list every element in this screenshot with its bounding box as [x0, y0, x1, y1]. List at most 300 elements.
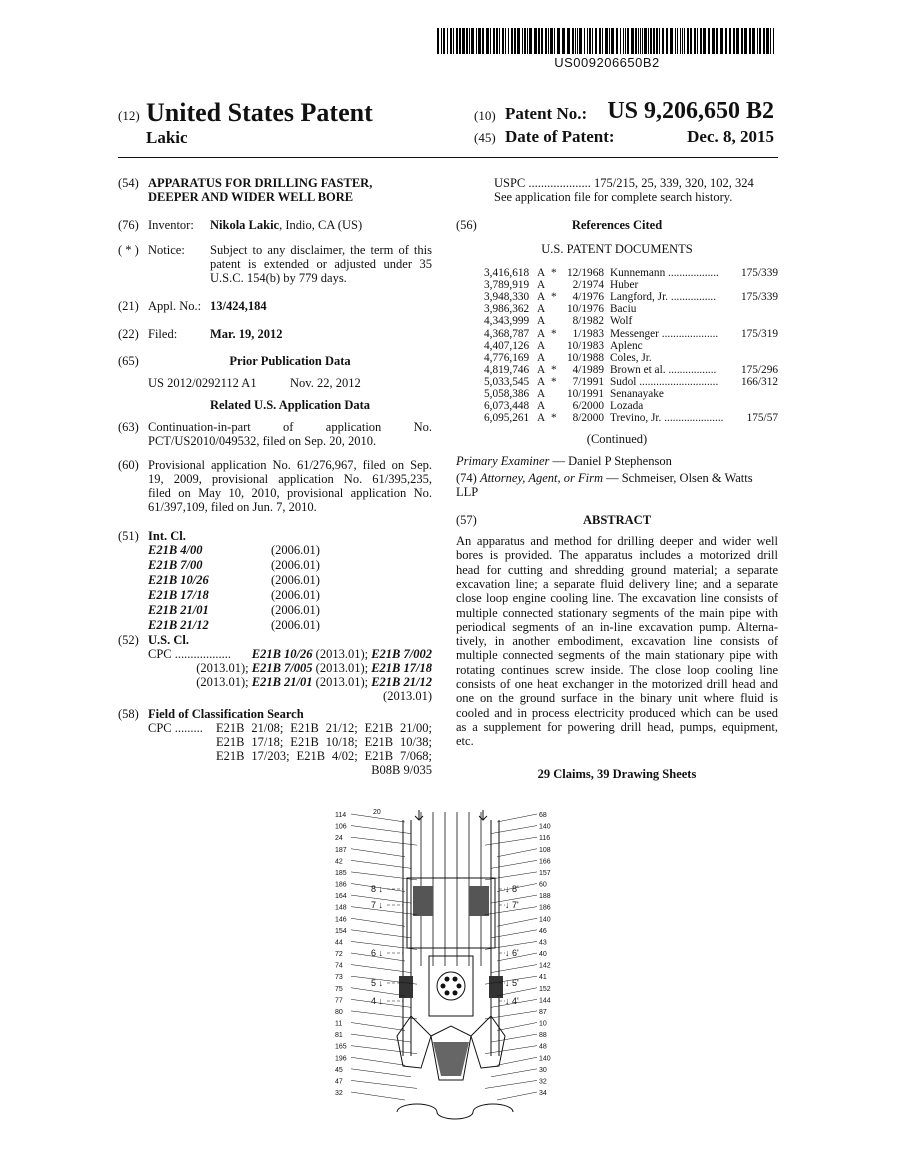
barcode-bar — [511, 28, 513, 54]
abstract-line: bores is provided. The apparatus includes a motorized drill — [456, 548, 778, 563]
barcode-bar — [659, 28, 660, 54]
abstract-line: rotating continues screw inside. The close loop cooling line — [456, 662, 778, 677]
ref-inventor: Baciu — [610, 303, 637, 316]
cpc-class: E21B 7/005 — [251, 661, 313, 675]
ref-kind: A — [537, 412, 546, 425]
abstract-line: close loop engine cooling line. The excavation line consists of — [456, 591, 778, 606]
us-cl-line-2 — [181, 661, 432, 676]
leader-line — [491, 930, 537, 938]
leader-line — [491, 1069, 537, 1077]
section-marker-left: 6 ↓ — [371, 948, 384, 958]
code-54: (54) — [118, 176, 139, 190]
section-marker-left: 4 ↓ — [371, 996, 384, 1006]
int-cl-class: E21B 7/00 — [148, 558, 203, 572]
barcode-bar — [759, 28, 761, 54]
notice-label: Notice: — [148, 243, 185, 257]
barcode-bar — [466, 28, 468, 54]
barcode-bar — [437, 28, 439, 54]
ref-cited-by-examiner: * — [551, 291, 557, 304]
barcode-bar — [708, 28, 710, 54]
int-cl-class: E21B 10/26 — [148, 573, 209, 587]
barcode-bar — [482, 28, 484, 54]
barcode-bar — [729, 28, 731, 54]
section-marker-right: ↓ 8' — [505, 884, 519, 894]
leader-line — [497, 814, 537, 822]
ref-numeral-left: 186 — [335, 881, 347, 889]
provisional-line-2: 19, 2009, provisional application No. 61/395,235, — [148, 472, 432, 486]
prior-pub-heading: Prior Publication Data — [229, 354, 351, 368]
barcode-bar — [545, 28, 547, 54]
barcode-bar — [584, 28, 585, 54]
field-search-label: Field of Classification Search — [148, 707, 304, 721]
leader-line — [485, 837, 537, 845]
barcode-bar — [741, 28, 743, 54]
ref-numeral-left: 72 — [335, 951, 343, 958]
leader-line — [491, 860, 537, 868]
barcode-bar — [720, 28, 723, 54]
motor-winding — [469, 886, 489, 916]
cpc-class: E21B 21/01 — [251, 675, 313, 689]
ref-cited-by-examiner: * — [551, 375, 557, 388]
ref-numeral-right: 142 — [539, 962, 551, 970]
gear-tooth — [457, 984, 462, 989]
field-search-line-2: E21B 17/18; E21B 10/18; E21B 10/38; — [216, 735, 432, 749]
barcode-bar — [752, 28, 755, 54]
ref-numeral-left: 24 — [335, 835, 343, 843]
barcode-bar — [587, 28, 588, 54]
inventor-name: Nikola Lakic — [210, 218, 280, 232]
leader-line — [485, 1080, 537, 1088]
int-cl-class: E21B 21/01 — [148, 603, 209, 617]
reference-row — [484, 376, 778, 388]
abstract-line: consists of one heat exchanger in the motorized drill head and — [456, 677, 778, 691]
code-74: (74) — [456, 471, 477, 485]
barcode-bar — [648, 28, 649, 54]
filed-label: Filed: — [148, 327, 178, 341]
barcode-bar — [650, 28, 652, 54]
section-marker-right: ↓ 5' — [505, 978, 519, 988]
ref-number: 5,033,545 — [484, 375, 530, 388]
int-cl-version: (2006.01) — [271, 603, 320, 617]
reference-row — [484, 279, 778, 291]
leader-line — [497, 1057, 537, 1065]
ref-numeral-right: 88 — [539, 1032, 547, 1040]
representative-drawing — [333, 806, 569, 1126]
barcode-bar — [635, 28, 637, 54]
ref-kind: A — [537, 279, 546, 292]
barcode-bar — [589, 28, 591, 54]
leader-line — [351, 1034, 411, 1042]
claims-summary: 29 Claims, 39 Drawing Sheets — [537, 767, 697, 781]
cpc-class: E21B 17/18 — [371, 661, 432, 675]
ref-number: 5,058,386 — [484, 388, 530, 400]
ref-kind: A — [537, 315, 546, 328]
leader-line — [351, 918, 405, 926]
ref-date: 4/1989 — [572, 363, 604, 376]
barcode-image — [437, 28, 777, 54]
abstract-line: as a supplement for powering drill head, pumps, equipment, — [456, 719, 778, 734]
barcode-bar — [453, 28, 454, 54]
appl-no-value: 13/424,184 — [210, 299, 267, 313]
gear-tooth — [453, 977, 458, 982]
barcode-bar — [508, 28, 509, 54]
leader-line — [351, 1046, 417, 1054]
ref-date: 4/1976 — [572, 291, 604, 304]
leader-line — [491, 826, 537, 834]
ref-numeral-right: 152 — [539, 985, 551, 993]
ref-numeral-right: 30 — [539, 1066, 547, 1074]
barcode-bar — [631, 28, 634, 54]
appl-no-label: Appl. No.: — [148, 299, 202, 313]
rotation-arrow — [473, 1104, 513, 1112]
ref-numeral-right: 41 — [539, 974, 547, 982]
cpc-version: (2013.01); — [196, 675, 252, 689]
barcode-bar — [625, 28, 626, 54]
barcode-bar — [644, 28, 647, 54]
inventor-value — [210, 218, 362, 233]
ref-numeral-right: 43 — [539, 939, 547, 947]
barcode-bar — [656, 28, 658, 54]
us-cl-line-3 — [181, 675, 432, 690]
barcode-bar — [599, 28, 601, 54]
section-marker-right: ↓ 4' — [505, 996, 519, 1006]
inner-casing — [411, 820, 491, 1056]
ref-inventor: Trevino, Jr. ..................... — [610, 412, 724, 425]
ref-date: 10/1991 — [566, 388, 604, 400]
barcode-bar — [577, 28, 578, 54]
leader-line — [485, 1046, 537, 1054]
ref-number: 4,368,787 — [484, 327, 530, 340]
ref-numeral-left: 44 — [335, 939, 343, 947]
barcode-bar — [736, 28, 739, 54]
inventor-surname: Lakic — [146, 128, 188, 147]
leader-line — [491, 1034, 537, 1042]
abstract-line: An apparatus and method for drilling deeper and wider well — [456, 534, 778, 548]
notice-line-2: patent is extended or adjusted under 35 — [210, 257, 432, 271]
ref-numeral-left: 42 — [335, 858, 343, 866]
cpc-class: E21B 7/002 — [371, 647, 432, 661]
code-52: (52) — [118, 633, 139, 647]
ref-numeral-top: 20 — [373, 809, 381, 816]
barcode-bar — [700, 28, 702, 54]
cpc-version: (2013.01); — [312, 675, 372, 689]
barcode-bar — [602, 28, 603, 54]
barcode-bar — [627, 28, 629, 54]
barcode-bar — [572, 28, 574, 54]
leader-line — [497, 1092, 537, 1100]
reference-row — [484, 352, 778, 364]
barcode-bar — [680, 28, 681, 54]
ref-numeral-right: 40 — [539, 951, 547, 958]
barcode-bar — [534, 28, 537, 54]
provisional-line-1: Provisional application No. 61/276,967, filed on Sep. — [148, 458, 432, 472]
barcode-bar — [443, 28, 445, 54]
motor-winding — [413, 886, 433, 916]
int-cl-version: (2006.01) — [271, 558, 320, 572]
ref-date: 10/1983 — [566, 339, 604, 352]
us-cl-label: U.S. Cl. — [148, 633, 189, 647]
abstract-line: cooled and in process electricity produced which can be used — [456, 705, 778, 720]
code-60: (60) — [118, 458, 139, 472]
attorney-line-2: LLP — [456, 485, 479, 499]
section-marker-right: ↓ 7' — [505, 900, 519, 910]
ref-numeral-left: 185 — [335, 869, 347, 877]
barcode-bar — [524, 28, 526, 54]
ref-cited-by-examiner: * — [551, 363, 557, 376]
barcode-bar — [616, 28, 618, 54]
ref-numeral-left: 81 — [335, 1032, 343, 1040]
prior-pub-date: Nov. 22, 2012 — [290, 376, 361, 390]
reference-row — [484, 315, 778, 327]
int-cl-class: E21B 17/18 — [148, 588, 209, 602]
ref-number: 3,416,618 — [484, 267, 530, 279]
ref-number: 4,407,126 — [484, 339, 530, 352]
barcode-bar — [675, 28, 676, 54]
barcode-bar — [749, 28, 751, 54]
date-label: Date of Patent: — [505, 127, 615, 146]
cpc-version: (2013.01); — [312, 647, 372, 661]
ref-inventor: Senanayake — [610, 388, 664, 400]
barcode-bar — [469, 28, 470, 54]
patent-no-label: Patent No.: — [505, 104, 588, 123]
code-21: (21) — [118, 299, 139, 313]
section-marker-left: 5 ↓ — [371, 978, 384, 988]
continued-label: (Continued) — [586, 432, 648, 446]
leader-line — [351, 1057, 405, 1065]
cpc-class: E21B 21/12 — [371, 675, 432, 689]
bearing-right — [489, 976, 503, 998]
abstract-line: tively, in another embodiment, excavation line consists of — [456, 634, 778, 649]
barcode-bar — [538, 28, 540, 54]
continuation-line-1: Continuation-in-part of application No. — [148, 420, 432, 434]
barcode-bar — [548, 28, 549, 54]
barcode-bar — [517, 28, 520, 54]
patent-number: US 9,206,650 B2 — [607, 98, 774, 124]
abstract-line: head for cutting and shredding ground material; a separate — [456, 562, 778, 577]
attorney-line-1 — [456, 471, 753, 486]
ref-kind: A — [537, 388, 546, 400]
reference-row — [484, 388, 778, 400]
ref-kind: A — [537, 375, 546, 388]
int-cl-version: (2006.01) — [271, 543, 320, 557]
leader-line — [351, 837, 417, 845]
notice-line-1: Subject to any disclaimer, the term of this — [210, 243, 432, 257]
barcode-bar — [703, 28, 706, 54]
code-58: (58) — [118, 707, 139, 721]
provisional-line-3: filed on May 10, 2010, provisional application No. — [148, 486, 432, 500]
barcode-bar — [579, 28, 582, 54]
leader-line — [351, 1023, 405, 1031]
code-notice: ( * ) — [118, 243, 139, 257]
ref-cited-by-examiner: * — [551, 412, 557, 425]
leader-line — [351, 1069, 411, 1077]
barcode-bar — [595, 28, 597, 54]
ref-numeral-left: 165 — [335, 1043, 347, 1051]
inventor-location: , Indio, CA (US) — [279, 218, 363, 232]
ref-numeral-left: 77 — [335, 997, 343, 1005]
header-rule — [118, 157, 778, 158]
barcode-bar — [690, 28, 692, 54]
ref-date: 8/1982 — [572, 315, 604, 328]
barcode-bar — [744, 28, 747, 54]
title-line-2: DEEPER AND WIDER WELL BORE — [148, 190, 354, 204]
ref-numeral-left: 114 — [335, 812, 347, 819]
leader-line — [497, 849, 537, 857]
bearing-left — [399, 976, 413, 998]
barcode-bar — [666, 28, 668, 54]
ref-date: 12/1968 — [566, 267, 604, 279]
ref-numeral-right: 186 — [539, 904, 551, 912]
reference-row — [484, 267, 778, 279]
barcode-bar — [441, 28, 442, 54]
barcode-bar — [514, 28, 516, 54]
ref-inventor: Aplenc — [610, 339, 643, 352]
barcode-bar — [529, 28, 532, 54]
abstract-line: periodical segments of an in-line excavation pump. Alterna- — [456, 619, 778, 634]
rotation-arrow — [397, 1104, 437, 1112]
barcode-bar — [493, 28, 495, 54]
ref-numeral-right: 140 — [539, 1055, 551, 1063]
barcode-bar — [687, 28, 689, 54]
ref-numeral-right: 144 — [539, 997, 551, 1005]
int-cl-version: (2006.01) — [271, 573, 320, 587]
leader-line — [491, 965, 537, 973]
ref-numeral-left: 154 — [335, 927, 347, 935]
title-line-1: APPARATUS FOR DRILLING FASTER, — [148, 176, 373, 190]
barcode-bar — [623, 28, 624, 54]
provisional-line-4: 61/397,109, filed on Jun. 7, 2010. — [148, 500, 317, 514]
barcode-bar — [725, 28, 727, 54]
barcode-bar — [478, 28, 481, 54]
examiner-name: — Daniel P Stephenson — [549, 454, 672, 468]
patent-type-title: United States Patent — [146, 98, 373, 127]
barcode-bar — [766, 28, 769, 54]
code-76: (76) — [118, 218, 139, 232]
barcode-bar — [567, 28, 570, 54]
ref-numeral-left: 73 — [335, 974, 343, 982]
ref-number: 6,095,261 — [484, 412, 530, 425]
inventor-label: Inventor: — [148, 218, 194, 232]
cpc-version: (2013.01); — [196, 661, 252, 675]
ref-date: 10/1988 — [566, 351, 604, 364]
barcode-bar — [505, 28, 506, 54]
field-search-line-1: E21B 21/08; E21B 21/12; E21B 21/00; — [216, 721, 432, 735]
barcode-bar — [541, 28, 543, 54]
int-cl-class: E21B 4/00 — [148, 543, 203, 557]
abstract-line: one on the ground surface in the binary unit where fluid is — [456, 691, 778, 706]
ref-class: 175/339 — [740, 291, 778, 304]
section-marker-left: 8 ↓ — [371, 884, 384, 894]
ref-numeral-left: 146 — [335, 916, 347, 924]
related-heading: Related U.S. Application Data — [209, 398, 371, 412]
barcode-bar — [490, 28, 491, 54]
leader-line — [497, 918, 537, 926]
uspc-note: See application file for complete search history. — [494, 190, 733, 204]
ref-inventor: Sudol ............................ — [610, 375, 719, 388]
ref-numeral-right: 87 — [539, 1008, 547, 1016]
barcode-bar — [611, 28, 614, 54]
drill-cone-left — [397, 1016, 431, 1068]
code-63: (63) — [118, 420, 139, 434]
ref-number: 4,776,169 — [484, 351, 530, 364]
barcode-bar — [459, 28, 461, 54]
leader-line — [485, 1011, 537, 1019]
reference-row — [484, 291, 778, 303]
barcode-bar — [757, 28, 758, 54]
ref-date: 10/1976 — [566, 303, 604, 316]
rotation-arrow — [437, 1112, 473, 1119]
ref-number: 4,343,999 — [484, 315, 530, 328]
examiner-label: Primary Examiner — [456, 454, 550, 468]
gear-tooth — [445, 990, 450, 995]
gear-tooth — [441, 984, 446, 989]
abstract-line: etc. — [456, 734, 474, 749]
ref-inventor: Messenger .................... — [610, 327, 719, 340]
ref-number: 3,948,330 — [484, 291, 530, 304]
ref-numeral-right: 10 — [539, 1020, 547, 1028]
leader-line — [351, 860, 411, 868]
ref-numeral-left: 74 — [335, 962, 343, 970]
ref-cited-by-examiner: * — [551, 327, 557, 340]
filed-value: Mar. 19, 2012 — [210, 327, 283, 341]
ref-number: 4,819,746 — [484, 363, 530, 376]
reference-row — [484, 303, 778, 315]
barcode-bar — [662, 28, 664, 54]
int-cl-class: E21B 21/12 — [148, 618, 209, 632]
code-56: (56) — [456, 218, 477, 232]
cpc-label: CPC .................. — [148, 647, 232, 661]
barcode-bar — [471, 28, 474, 54]
ref-numeral-left: 187 — [335, 846, 347, 854]
patent-date: Dec. 8, 2015 — [687, 127, 774, 146]
barcode-bar — [670, 28, 673, 54]
barcode-bar — [620, 28, 621, 54]
ref-numeral-right: 68 — [539, 812, 547, 819]
barcode-bar — [562, 28, 565, 54]
barcode-bar — [773, 28, 774, 54]
barcode-number: US009206650B2 — [554, 55, 660, 70]
barcode-bar — [575, 28, 576, 54]
reference-row — [484, 412, 778, 424]
reference-row — [484, 340, 778, 352]
ref-class: 175/319 — [740, 327, 778, 340]
ref-date: 1/1983 — [572, 327, 604, 340]
barcode-bar — [694, 28, 696, 54]
barcode-bar — [456, 28, 458, 54]
section-marker-right: ↓ 6' — [505, 948, 519, 958]
leader-line — [351, 930, 411, 938]
barcode-bar — [502, 28, 504, 54]
code-10: (10) — [474, 108, 496, 123]
abstract-heading: ABSTRACT — [582, 513, 652, 527]
drill-cone-right — [471, 1016, 505, 1068]
ref-kind: A — [537, 339, 546, 352]
barcode-bar — [447, 28, 448, 54]
barcode-bar — [716, 28, 718, 54]
ref-kind: A — [537, 291, 546, 304]
abstract-line: multiple connected segments of the main stationary pipe with — [456, 648, 778, 663]
barcode-bar — [554, 28, 555, 54]
int-cl-label: Int. Cl. — [148, 529, 186, 543]
ref-inventor: Brown et al. ................. — [610, 363, 717, 376]
barcode-bar — [763, 28, 765, 54]
ref-numeral-right: 108 — [539, 846, 551, 854]
reference-row — [484, 328, 778, 340]
ref-numeral-right: 188 — [539, 893, 551, 901]
uspc-line: USPC .................... 175/215, 25, 339, 320, 102, 324 — [494, 176, 754, 190]
ref-class: 175/339 — [740, 267, 778, 279]
barcode-bar — [499, 28, 500, 54]
